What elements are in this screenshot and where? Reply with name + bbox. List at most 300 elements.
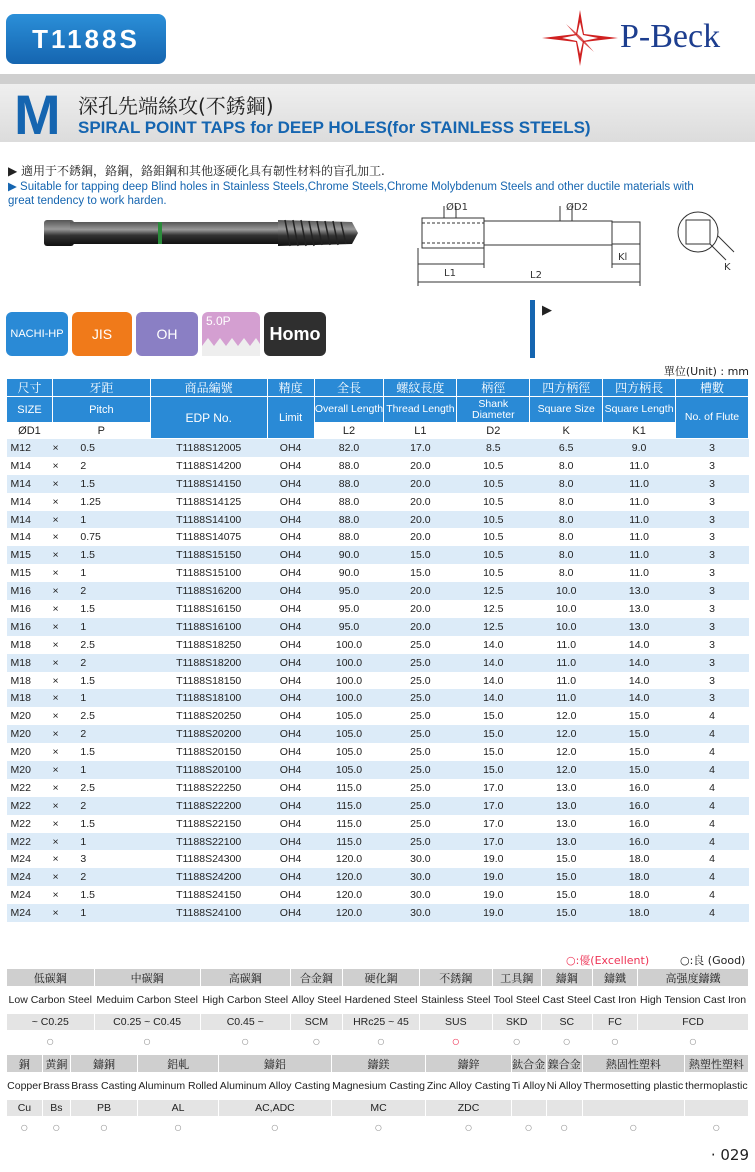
legend-good: ○:良 (Good) bbox=[680, 954, 746, 967]
cell-shank-diameter: 17.0 bbox=[457, 779, 530, 797]
material-cn-cell: 鎳合金 bbox=[546, 1055, 582, 1073]
cell-x: × bbox=[52, 618, 74, 636]
cell-shank-diameter: 10.5 bbox=[457, 457, 530, 475]
material-en-cell: Brass bbox=[42, 1073, 70, 1100]
cell-edp: T1188S22200 bbox=[150, 797, 267, 815]
cell-overall-length: 120.0 bbox=[314, 850, 384, 868]
chip-5p-label: 5.0P bbox=[206, 314, 231, 328]
cell-pitch: 2 bbox=[74, 725, 150, 743]
tap-photo bbox=[40, 212, 365, 254]
cell-square-length: 11.0 bbox=[603, 511, 676, 529]
cell-pitch: 2.5 bbox=[74, 779, 150, 797]
cell-size: M24 bbox=[7, 850, 53, 868]
cell-limit: OH4 bbox=[267, 636, 314, 654]
cell-pitch: 2.5 bbox=[74, 636, 150, 654]
cell-x: × bbox=[52, 439, 74, 457]
cell-square-length: 11.0 bbox=[603, 564, 676, 582]
cell-flutes: 3 bbox=[676, 618, 749, 636]
cell-overall-length: 105.0 bbox=[314, 707, 384, 725]
material-en-cell: Aluminum Alloy Casting bbox=[219, 1073, 331, 1100]
table-row bbox=[7, 600, 749, 618]
divider bbox=[0, 74, 755, 84]
material-cn-cell: 低碳鋼 bbox=[7, 969, 95, 987]
cell-thread-length: 15.0 bbox=[384, 564, 457, 582]
cell-flutes: 3 bbox=[676, 689, 749, 707]
table-row bbox=[7, 689, 749, 707]
product-tag: T1188S bbox=[6, 14, 166, 64]
th-cn-edp: 商品編號 bbox=[150, 379, 267, 397]
cell-shank-diameter: 12.5 bbox=[457, 618, 530, 636]
cell-pitch: 2 bbox=[74, 457, 150, 475]
cell-edp: T1188S24300 bbox=[150, 850, 267, 868]
th-en-square-length: Square Length bbox=[603, 397, 676, 423]
cell-shank-diameter: 19.0 bbox=[457, 850, 530, 868]
cell-limit bbox=[267, 922, 314, 940]
cell-square-size: 8.0 bbox=[530, 511, 603, 529]
cell-pitch: 1.5 bbox=[74, 475, 150, 493]
cell-edp: T1188S24200 bbox=[150, 868, 267, 886]
cell-flutes: 4 bbox=[676, 904, 749, 922]
cell-thread-length: 25.0 bbox=[384, 707, 457, 725]
cell-size bbox=[7, 922, 53, 940]
vertical-accent-bar bbox=[530, 300, 535, 358]
cell-square-length: 11.0 bbox=[603, 528, 676, 546]
cell-size: M22 bbox=[7, 833, 53, 851]
cell-shank-diameter: 19.0 bbox=[457, 868, 530, 886]
material-code-cell: C0.45 ~ bbox=[200, 1014, 290, 1031]
cell-square-length: 11.0 bbox=[603, 493, 676, 511]
material-en-cell: Ni Alloy bbox=[546, 1073, 582, 1100]
cell-limit: OH4 bbox=[267, 564, 314, 582]
table-row bbox=[7, 672, 749, 690]
material-en-cell: Aluminum Rolled bbox=[137, 1073, 218, 1100]
th-cn-pitch: 牙距 bbox=[52, 379, 150, 397]
category-letter: M bbox=[14, 83, 61, 146]
table-row bbox=[7, 457, 749, 475]
cell-overall-length: 88.0 bbox=[314, 511, 384, 529]
cell-size: M14 bbox=[7, 457, 53, 475]
table-row bbox=[7, 922, 749, 940]
cell-pitch: 1.5 bbox=[74, 600, 150, 618]
arrow-icon: ▶ bbox=[542, 303, 552, 318]
cell-shank-diameter: 19.0 bbox=[457, 886, 530, 904]
material-code-cell: SC bbox=[541, 1014, 592, 1031]
cell-square-size: 15.0 bbox=[530, 904, 603, 922]
cell-thread-length: 25.0 bbox=[384, 689, 457, 707]
cell-pitch: 2.5 bbox=[74, 707, 150, 725]
cell-pitch: 1.5 bbox=[74, 815, 150, 833]
th-cn-limit: 精度 bbox=[267, 379, 314, 397]
cell-flutes: 4 bbox=[676, 707, 749, 725]
th-en-pitch: Pitch bbox=[52, 397, 150, 423]
cell-square-size: 15.0 bbox=[530, 868, 603, 886]
material-code-cell: ZDC bbox=[426, 1100, 511, 1117]
cell-pitch: 2 bbox=[74, 868, 150, 886]
cell-shank-diameter bbox=[457, 922, 530, 940]
cell-flutes: 3 bbox=[676, 493, 749, 511]
material-cn-cell: 鑄鎂 bbox=[331, 1055, 426, 1073]
cell-x: × bbox=[52, 833, 74, 851]
material-mark-cell: ○ bbox=[94, 1031, 200, 1052]
material-en-cell: Tool Steel bbox=[492, 987, 541, 1014]
material-cn-cell: 鑄鋁 bbox=[219, 1055, 331, 1073]
cell-size: M20 bbox=[7, 761, 53, 779]
cell-square-size: 8.0 bbox=[530, 493, 603, 511]
cell-flutes: 4 bbox=[676, 725, 749, 743]
cell-x: × bbox=[52, 761, 74, 779]
cell-flutes: 3 bbox=[676, 439, 749, 457]
cell-shank-diameter: 14.0 bbox=[457, 636, 530, 654]
cell-square-size: 13.0 bbox=[530, 815, 603, 833]
cell-shank-diameter: 10.5 bbox=[457, 528, 530, 546]
cell-edp: T1188S16200 bbox=[150, 582, 267, 600]
material-code-cell: Bs bbox=[42, 1100, 70, 1117]
chip-homo: Homo bbox=[264, 312, 326, 356]
materials-row-mark bbox=[7, 1117, 749, 1138]
cell-x: × bbox=[52, 493, 74, 511]
cell-limit: OH4 bbox=[267, 761, 314, 779]
cell-overall-length: 115.0 bbox=[314, 797, 384, 815]
cell-thread-length: 20.0 bbox=[384, 600, 457, 618]
cell-thread-length: 20.0 bbox=[384, 582, 457, 600]
table-row bbox=[7, 815, 749, 833]
cell-pitch: 1 bbox=[74, 618, 150, 636]
cell-size: M12 bbox=[7, 439, 53, 457]
cell-x: × bbox=[52, 689, 74, 707]
th-sym-d2: D2 bbox=[457, 423, 530, 439]
cell-x: × bbox=[52, 564, 74, 582]
cell-thread-length: 20.0 bbox=[384, 618, 457, 636]
cell-overall-length: 90.0 bbox=[314, 564, 384, 582]
cell-square-length: 15.0 bbox=[603, 725, 676, 743]
th-cn-square-size: 四方柄徑 bbox=[530, 379, 603, 397]
cell-square-length: 15.0 bbox=[603, 761, 676, 779]
table-row bbox=[7, 868, 749, 886]
cell-limit: OH4 bbox=[267, 618, 314, 636]
cell-edp: T1188S16100 bbox=[150, 618, 267, 636]
cell-thread-length: 25.0 bbox=[384, 672, 457, 690]
material-cn-cell: 熱固性塑料 bbox=[582, 1055, 684, 1073]
cell-pitch: 1 bbox=[74, 904, 150, 922]
cell-size: M18 bbox=[7, 689, 53, 707]
cell-square-length: 18.0 bbox=[603, 850, 676, 868]
cell-overall-length: 88.0 bbox=[314, 528, 384, 546]
cell-square-length: 9.0 bbox=[603, 439, 676, 457]
material-cn-cell: 合金鋼 bbox=[290, 969, 342, 987]
material-mark-cell: ○ bbox=[582, 1117, 684, 1138]
table-row bbox=[7, 493, 749, 511]
table-row bbox=[7, 779, 749, 797]
cell-size: M24 bbox=[7, 904, 53, 922]
material-en-cell: Cast Iron bbox=[592, 987, 637, 1014]
cell-limit: OH4 bbox=[267, 725, 314, 743]
cell-square-size: 10.0 bbox=[530, 618, 603, 636]
cell-limit: OH4 bbox=[267, 904, 314, 922]
cell-limit: OH4 bbox=[267, 850, 314, 868]
cell-thread-length: 25.0 bbox=[384, 636, 457, 654]
cell-overall-length: 120.0 bbox=[314, 886, 384, 904]
cell-edp: T1188S14150 bbox=[150, 475, 267, 493]
material-cn-cell: 高碳鋼 bbox=[200, 969, 290, 987]
th-en-overall: Overall Length bbox=[314, 397, 384, 423]
cell-size: M14 bbox=[7, 528, 53, 546]
cell-square-size: 13.0 bbox=[530, 797, 603, 815]
th-en-thread: Thread Length bbox=[384, 397, 457, 423]
cell-square-size: 8.0 bbox=[530, 457, 603, 475]
table-row bbox=[7, 743, 749, 761]
material-code-cell: FCD bbox=[638, 1014, 749, 1031]
l2-label: L2 bbox=[530, 270, 542, 281]
cell-pitch: 2 bbox=[74, 797, 150, 815]
cell-thread-length: 25.0 bbox=[384, 761, 457, 779]
cell-x: × bbox=[52, 904, 74, 922]
cell-pitch: 1 bbox=[74, 689, 150, 707]
cell-pitch: 2 bbox=[74, 654, 150, 672]
page-number: · 029 bbox=[710, 1146, 749, 1164]
cell-edp: T1188S15150 bbox=[150, 546, 267, 564]
material-cn-cell: 鑄鐵 bbox=[592, 969, 637, 987]
cell-x: × bbox=[52, 779, 74, 797]
cell-overall-length: 88.0 bbox=[314, 475, 384, 493]
th-cn-overall: 全長 bbox=[314, 379, 384, 397]
material-mark-cell: ○ bbox=[343, 1031, 420, 1052]
cell-flutes: 4 bbox=[676, 743, 749, 761]
cell-flutes: 3 bbox=[676, 546, 749, 564]
brand-logo: P-Beck bbox=[620, 18, 721, 55]
cell-overall-length: 100.0 bbox=[314, 672, 384, 690]
k-label: K bbox=[724, 262, 731, 273]
material-mark-cell: ○ bbox=[219, 1117, 331, 1138]
cell-shank-diameter: 15.0 bbox=[457, 743, 530, 761]
cell-limit: OH4 bbox=[267, 886, 314, 904]
cell-overall-length: 115.0 bbox=[314, 779, 384, 797]
cell-shank-diameter: 17.0 bbox=[457, 797, 530, 815]
cell-overall-length bbox=[314, 922, 384, 940]
material-en-cell: Cast Steel bbox=[541, 987, 592, 1014]
d1-label: ØD1 bbox=[446, 202, 468, 213]
cell-flutes: 3 bbox=[676, 564, 749, 582]
cell-overall-length: 95.0 bbox=[314, 582, 384, 600]
cell-size: M18 bbox=[7, 654, 53, 672]
cell-size: M15 bbox=[7, 546, 53, 564]
cell-flutes bbox=[676, 922, 749, 940]
material-code-cell bbox=[546, 1100, 582, 1117]
table-row bbox=[7, 582, 749, 600]
spec-table bbox=[6, 378, 749, 940]
th-cn-shank: 柄徑 bbox=[457, 379, 530, 397]
material-cn-cell: 鈦合金 bbox=[511, 1055, 546, 1073]
material-cn-cell: 中碳鋼 bbox=[94, 969, 200, 987]
cell-flutes: 4 bbox=[676, 815, 749, 833]
legend-excellent-text: ○:優(Excellent) bbox=[566, 954, 650, 967]
th-cn-flute: 槽數 bbox=[676, 379, 749, 397]
cell-overall-length: 115.0 bbox=[314, 833, 384, 851]
cell-x: × bbox=[52, 582, 74, 600]
cell-square-length: 11.0 bbox=[603, 546, 676, 564]
cell-x: × bbox=[52, 672, 74, 690]
table-row bbox=[7, 439, 749, 457]
cell-overall-length: 95.0 bbox=[314, 618, 384, 636]
cell-square-length: 16.0 bbox=[603, 815, 676, 833]
cell-pitch bbox=[74, 922, 150, 940]
cell-shank-diameter: 8.5 bbox=[457, 439, 530, 457]
cell-edp: T1188S20150 bbox=[150, 743, 267, 761]
cell-shank-diameter: 10.5 bbox=[457, 546, 530, 564]
cell-x: × bbox=[52, 850, 74, 868]
cell-pitch: 0.75 bbox=[74, 528, 150, 546]
title-english: SPIRAL POINT TAPS for DEEP HOLES(for STAINLESS STEELS) bbox=[78, 118, 591, 137]
cell-square-length bbox=[603, 922, 676, 940]
cell-edp: T1188S22150 bbox=[150, 815, 267, 833]
material-code-cell bbox=[511, 1100, 546, 1117]
th-en-size: SIZE bbox=[7, 397, 53, 423]
chip-oh: OH bbox=[136, 312, 198, 356]
cell-pitch: 1.5 bbox=[74, 886, 150, 904]
cell-shank-diameter: 10.5 bbox=[457, 475, 530, 493]
cell-limit: OH4 bbox=[267, 475, 314, 493]
cell-square-length: 18.0 bbox=[603, 904, 676, 922]
cell-shank-diameter: 10.5 bbox=[457, 564, 530, 582]
cell-overall-length: 120.0 bbox=[314, 868, 384, 886]
cell-shank-diameter: 14.0 bbox=[457, 689, 530, 707]
cell-square-length: 13.0 bbox=[603, 582, 676, 600]
cell-limit: OH4 bbox=[267, 707, 314, 725]
table-row bbox=[7, 833, 749, 851]
cell-edp: T1188S16150 bbox=[150, 600, 267, 618]
description-english: ▶ Suitable for tapping deep Blind holes in Stainless Steels,Chrome Steels,Chrome Molybdenum Steels and other ductile materials with great tendency to work harden. bbox=[8, 181, 694, 207]
cell-shank-diameter: 14.0 bbox=[457, 654, 530, 672]
cell-pitch: 3 bbox=[74, 850, 150, 868]
table-row bbox=[7, 511, 749, 529]
cell-flutes: 4 bbox=[676, 761, 749, 779]
material-code-cell bbox=[684, 1100, 748, 1117]
material-mark-cell: ○ bbox=[419, 1031, 492, 1052]
cell-edp: T1188S22250 bbox=[150, 779, 267, 797]
cell-thread-length bbox=[384, 922, 457, 940]
material-code-cell: HRc25 ~ 45 bbox=[343, 1014, 420, 1031]
th-cn-thread: 螺紋長度 bbox=[384, 379, 457, 397]
material-cn-cell: 不銹鋼 bbox=[419, 969, 492, 987]
material-mark-cell: ○ bbox=[137, 1117, 218, 1138]
cell-shank-diameter: 12.5 bbox=[457, 600, 530, 618]
cell-size: M22 bbox=[7, 815, 53, 833]
material-mark-cell: ○ bbox=[290, 1031, 342, 1052]
cell-overall-length: 100.0 bbox=[314, 636, 384, 654]
cell-x: × bbox=[52, 886, 74, 904]
cell-shank-diameter: 10.5 bbox=[457, 511, 530, 529]
cell-square-length: 16.0 bbox=[603, 833, 676, 851]
cell-edp: T1188S22100 bbox=[150, 833, 267, 851]
materials-row-cn bbox=[7, 969, 749, 987]
cell-overall-length: 90.0 bbox=[314, 546, 384, 564]
cell-edp: T1188S15100 bbox=[150, 564, 267, 582]
description-chinese: ▶ 適用于不銹鋼，鉻鋼，鉻鉬鋼和其他逐硬化具有韌性材料的盲孔加工. bbox=[8, 164, 385, 178]
cell-flutes: 3 bbox=[676, 636, 749, 654]
cell-flutes: 4 bbox=[676, 797, 749, 815]
cell-edp: T1188S12005 bbox=[150, 439, 267, 457]
cell-edp: T1188S20200 bbox=[150, 725, 267, 743]
cell-square-size: 11.0 bbox=[530, 654, 603, 672]
material-code-cell: AC,ADC bbox=[219, 1100, 331, 1117]
materials-row-cn bbox=[7, 1055, 749, 1073]
material-code-cell: AL bbox=[137, 1100, 218, 1117]
cell-flutes: 4 bbox=[676, 868, 749, 886]
cell-square-size: 11.0 bbox=[530, 672, 603, 690]
cell-overall-length: 100.0 bbox=[314, 689, 384, 707]
cell-square-size: 6.5 bbox=[530, 439, 603, 457]
material-mark-cell: ○ bbox=[492, 1031, 541, 1052]
material-en-cell: Magnesium Casting bbox=[331, 1073, 426, 1100]
cell-thread-length: 25.0 bbox=[384, 815, 457, 833]
cell-square-size: 11.0 bbox=[530, 636, 603, 654]
material-en-cell: Copper bbox=[7, 1073, 43, 1100]
material-en-cell: High Carbon Steel bbox=[200, 987, 290, 1014]
table-row bbox=[7, 707, 749, 725]
cell-thread-length: 20.0 bbox=[384, 528, 457, 546]
th-cn-size: 尺寸 bbox=[7, 379, 53, 397]
cell-limit: OH4 bbox=[267, 797, 314, 815]
cell-flutes: 3 bbox=[676, 511, 749, 529]
cell-overall-length: 115.0 bbox=[314, 815, 384, 833]
cell-size: M14 bbox=[7, 493, 53, 511]
cell-x: × bbox=[52, 636, 74, 654]
cell-x: × bbox=[52, 475, 74, 493]
material-cn-cell: 熱塑性塑料 bbox=[684, 1055, 748, 1073]
kl-label: Kl bbox=[618, 252, 628, 263]
cell-square-size: 12.0 bbox=[530, 743, 603, 761]
cell-square-size: 13.0 bbox=[530, 779, 603, 797]
table-row bbox=[7, 528, 749, 546]
cell-square-length: 16.0 bbox=[603, 797, 676, 815]
cell-limit: OH4 bbox=[267, 546, 314, 564]
cell-square-size: 15.0 bbox=[530, 850, 603, 868]
table-row bbox=[7, 850, 749, 868]
cell-edp: T1188S14200 bbox=[150, 457, 267, 475]
cell-square-length: 14.0 bbox=[603, 654, 676, 672]
th-sym-k1: K1 bbox=[603, 423, 676, 439]
material-code-cell: SUS bbox=[419, 1014, 492, 1031]
cell-limit: OH4 bbox=[267, 779, 314, 797]
material-cn-cell: 鑄鋼 bbox=[541, 969, 592, 987]
table-row bbox=[7, 886, 749, 904]
cell-x: × bbox=[52, 457, 74, 475]
cell-edp: T1188S20250 bbox=[150, 707, 267, 725]
cell-flutes: 3 bbox=[676, 582, 749, 600]
cell-thread-length: 30.0 bbox=[384, 886, 457, 904]
cell-shank-diameter: 15.0 bbox=[457, 761, 530, 779]
cell-overall-length: 105.0 bbox=[314, 725, 384, 743]
cell-thread-length: 30.0 bbox=[384, 850, 457, 868]
cell-x: × bbox=[52, 797, 74, 815]
cell-size: M14 bbox=[7, 475, 53, 493]
compass-star-logo-icon bbox=[540, 8, 620, 68]
cell-pitch: 1 bbox=[74, 761, 150, 779]
cell-limit: OH4 bbox=[267, 582, 314, 600]
material-en-cell: Brass Casting bbox=[70, 1073, 137, 1100]
cell-pitch: 1.5 bbox=[74, 546, 150, 564]
material-code-cell: SCM bbox=[290, 1014, 342, 1031]
th-en-limit: Limit bbox=[267, 397, 314, 439]
cell-square-length: 14.0 bbox=[603, 689, 676, 707]
cell-size: M16 bbox=[7, 618, 53, 636]
cell-shank-diameter: 17.0 bbox=[457, 815, 530, 833]
cell-size: M22 bbox=[7, 779, 53, 797]
cell-shank-diameter: 14.0 bbox=[457, 672, 530, 690]
cell-x: × bbox=[52, 546, 74, 564]
cell-square-length: 11.0 bbox=[603, 475, 676, 493]
spec-table-body bbox=[7, 439, 749, 940]
th-sym-d1: ØD1 bbox=[7, 423, 53, 439]
